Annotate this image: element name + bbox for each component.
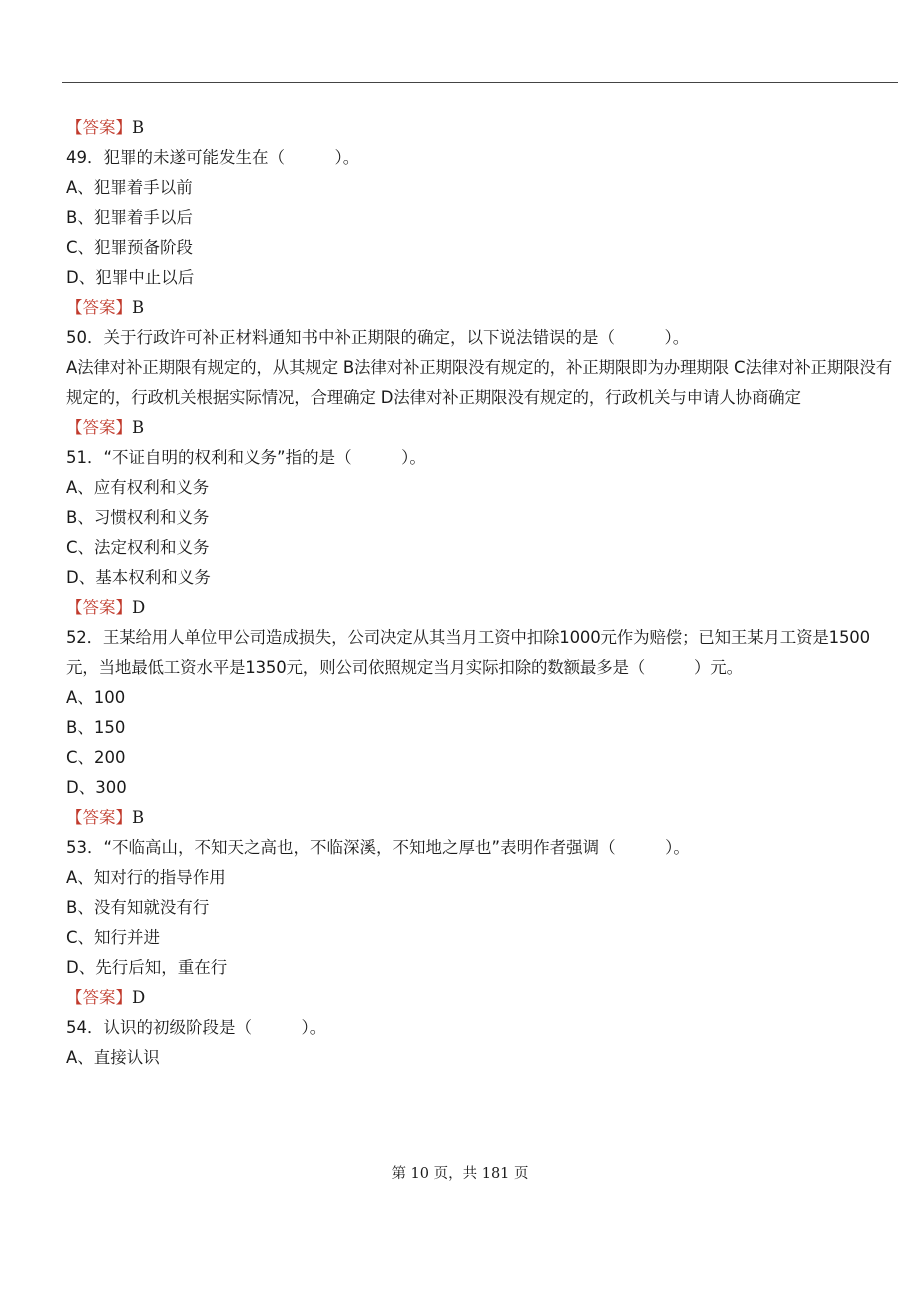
option-text: A、犯罪着手以前: [66, 178, 193, 197]
answer-line: [66, 803, 898, 833]
option-text: A、应有权利和义务: [66, 478, 210, 497]
question-text: 53．“不临高山，不知天之高也，不临深溪，不知地之厚也”表明作者强调（ ）。: [66, 838, 690, 857]
answer-label: 【答案】: [66, 808, 132, 827]
option-text: D、基本权利和义务: [66, 568, 211, 587]
option-text: C、法定权利和义务: [66, 538, 210, 557]
answer-line: [66, 593, 898, 623]
question-text: 49．犯罪的未遂可能发生在（ ）。: [66, 148, 360, 167]
option-text: B、习惯权利和义务: [66, 508, 210, 527]
answer-label: 【答案】: [66, 988, 132, 1007]
option-text: D、先行后知，重在行: [66, 958, 228, 977]
option-text: C、犯罪预备阶段: [66, 238, 194, 257]
option-text: D、300: [66, 778, 127, 797]
question-text: 51．“不证自明的权利和义务”指的是（ ）。: [66, 448, 426, 467]
answer-value: B: [132, 118, 145, 137]
answer-value: D: [132, 988, 146, 1007]
option-text: A、知对行的指导作用: [66, 868, 226, 887]
answer-value: B: [132, 418, 145, 437]
option-text: A、直接认识: [66, 1048, 160, 1067]
text-line: A法律对补正期限有规定的，从其规定 B法律对补正期限没有规定的，补正期限即为办理期限 C法律对补正期限没有规定的，行政机关根据实际情况，合理确定 D法律对补正期限没有规定的，行政机关与申请人协商确定: [66, 358, 893, 407]
answer-label: 【答案】: [66, 598, 132, 617]
option-text: B、没有知就没有行: [66, 898, 210, 917]
question-text: 52．王某给用人单位甲公司造成损失，公司决定从其当月工资中扣除1000元作为赔偿；已知王某月工资是1500元，当地最低工资水平是1350元，则公司依照规定当月实际扣除的数额最多是（ ）元。: [66, 628, 870, 677]
answer-line: [66, 113, 898, 143]
answer-value: D: [132, 598, 146, 617]
answer-value: B: [132, 298, 145, 317]
question-text: 50．关于行政许可补正材料通知书中补正期限的确定，以下说法错误的是（ ）。: [66, 328, 690, 347]
answer-line: [66, 983, 898, 1013]
answer-label: 【答案】: [66, 298, 132, 317]
option-text: D、犯罪中止以后: [66, 268, 195, 287]
answer-label: 【答案】: [66, 118, 132, 137]
page-footer: 第 10 页，共 181 页: [391, 1166, 529, 1182]
option-text: A、100: [66, 688, 126, 707]
option-text: C、200: [66, 748, 126, 767]
question-text: 54．认识的初级阶段是（ ）。: [66, 1018, 327, 1037]
answer-value: B: [132, 808, 145, 827]
option-text: B、150: [66, 718, 126, 737]
option-text: B、犯罪着手以后: [66, 208, 193, 227]
answer-line: [66, 293, 898, 323]
header-rule: [62, 82, 898, 83]
document-body: [66, 113, 898, 1073]
answer-line: [66, 413, 898, 443]
answer-label: 【答案】: [66, 418, 132, 437]
option-text: C、知行并进: [66, 928, 161, 947]
